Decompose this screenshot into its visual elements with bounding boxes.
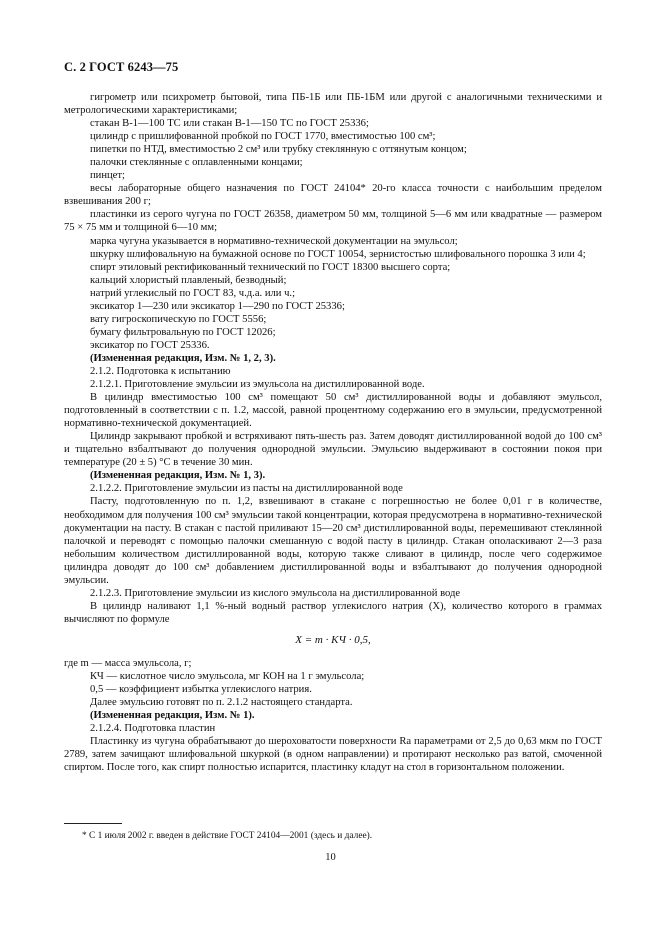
paragraph: палочки стеклянные с оплавленными концами; <box>90 157 303 169</box>
paragraph: весы лабораторные общего назначения по ГОСТ 24104* 20-го класса точности с наибольшим пределом взвешивания 200 г; <box>64 183 602 208</box>
paragraph: Пасту, подготовленную по п. 1,2, взвешивают в стакане с погрешностью не более 0,01 г в количестве, необходимом для получения 100 см³ эмульсии такой концентрации, которая предусмотрена в нормативно-технической документации на пасту. В стакан с пастой приливают 15—20 см³ дистиллированной воды, перемешивают стеклянной палочкой и переводят с помощью палочки смешанную с водой пасту в цилиндр. Стакан ополаскивают 2—3 раза небольшим количеством дистиллированной воды, которую также сливают в цилиндр, после чего содержимое цилиндра доводят до 100 см³ добавлением дистиллированной воды и взбалтывают до получения однородной эмульсии. <box>64 496 602 586</box>
paragraph: 2.1.2. Подготовка к испытанию <box>90 365 231 377</box>
paragraph: спирт этиловый ректификованный технический по ГОСТ 18300 высшего сорта; <box>90 261 451 273</box>
paragraph: пинцет; <box>90 170 125 182</box>
paragraph: кальций хлористый плавленый, безводный; <box>90 274 287 286</box>
paragraph: 2.1.2.1. Приготовление эмульсии из эмульсола на дистиллированной воде. <box>90 379 425 391</box>
paragraph: пластинки из серого чугуна по ГОСТ 26358, диаметром 50 мм, толщиной 5—6 мм или квадратные — размером 75 × 75 мм и толщиной 6—10 мм; <box>64 209 602 234</box>
paragraph: вату гигроскопическую по ГОСТ 5556; <box>90 313 267 325</box>
paragraph: стакан В-1—100 ТС или стакан В-1—150 ТС по ГОСТ 25336; <box>90 118 369 130</box>
paragraph: (Измененная редакция, Изм. № 1). <box>90 710 255 722</box>
paragraph: В цилиндр вместимостью 100 см³ помещают 50 см³ дистиллированной воды и добавляют эмульсол, подготовленный в соответствии с п. 1.2, массой, равной процентному содержанию его в эмульсии, предусмотренной нормативно-технической документацией. <box>64 392 602 430</box>
paragraph: цилиндр с пришлифованной пробкой по ГОСТ 1770, вместимостью 100 см³; <box>90 131 436 143</box>
paragraph: эксикатор 1—230 или эксикатор 1—290 по ГОСТ 25336; <box>90 300 345 312</box>
page-number: 10 <box>325 852 336 863</box>
paragraph: пипетки по НТД, вместимостью 2 см³ или трубку стеклянную с оттянутым концом; <box>90 144 467 156</box>
paragraph: шкурку шлифовальную на бумажной основе по ГОСТ 10054, зернистостью шлифовального порошка 3 или 4; <box>90 248 586 260</box>
page-header: С. 2 ГОСТ 6243—75 <box>64 60 179 74</box>
footnote-divider <box>64 823 122 824</box>
paragraph: натрий углекислый по ГОСТ 83, ч.д.а. или ч.; <box>90 287 296 299</box>
paragraph: (Измененная редакция, Изм. № 1, 3). <box>90 470 266 482</box>
paragraph: 2.1.2.3. Приготовление эмульсии из кислого эмульсола на дистиллированной воде <box>90 587 461 599</box>
paragraph: бумагу фильтровальную по ГОСТ 12026; <box>90 326 276 338</box>
body-text <box>64 91 602 774</box>
paragraph: 2.1.2.4. Подготовка пластин <box>90 723 216 735</box>
paragraph: 2.1.2.2. Приготовление эмульсии из пасты на дистиллированной воде <box>90 483 403 495</box>
paragraph: КЧ — кислотное число эмульсола, мг КОН на 1 г эмульсола; <box>90 671 365 683</box>
paragraph: 0,5 — коэффициент избытка углекислого натрия. <box>90 684 312 696</box>
paragraph: гигрометр или психрометр бытовой, типа ПБ-1Б или ПБ-1БМ или другой с аналогичными техническими и метрологическими характеристиками; <box>64 92 602 117</box>
paragraph: эксикатор по ГОСТ 25336. <box>90 339 210 351</box>
paragraph: где m — масса эмульсола, г; <box>64 657 192 669</box>
paragraph: Пластинку из чугуна обрабатывают до шероховатости поверхности Ra параметрами от 2,5 до 0,63 мкм по ГОСТ 2789, затем зачищают шлифовальной шкуркой (в одном направлении) и протирают несколько раз ватой, смоченной спиртом. После того, как спирт полностью испарится, пластинку кладут на стол в горизонтальном положении. <box>64 736 602 774</box>
footnote: * С 1 июля 2002 г. введен в действие ГОСТ 24104—2001 (здесь и далее). <box>82 831 373 841</box>
paragraph: марка чугуна указывается в нормативно-технической документации на эмульсол; <box>90 235 458 247</box>
paragraph: (Измененная редакция, Изм. № 1, 2, 3). <box>90 352 276 364</box>
paragraph: Далее эмульсию готовят по п. 2.1.2 настоящего стандарта. <box>90 697 353 709</box>
paragraph: В цилиндр наливают 1,1 %-ный водный раствор углекислого натрия (X), количество которого в граммах вычисляют по формуле <box>64 600 602 625</box>
paragraph: Цилиндр закрывают пробкой и встряхивают пять-шесть раз. Затем доводят дистиллированной водой до 100 см³ и тщательно взбалтывают до получения однородной эмульсии. Эмульсию выдерживают в состоянии покоя при температуре (20 ± 5) °С в течение 30 мин. <box>64 431 602 469</box>
formula: X = m · КЧ · 0,5, <box>295 633 371 646</box>
